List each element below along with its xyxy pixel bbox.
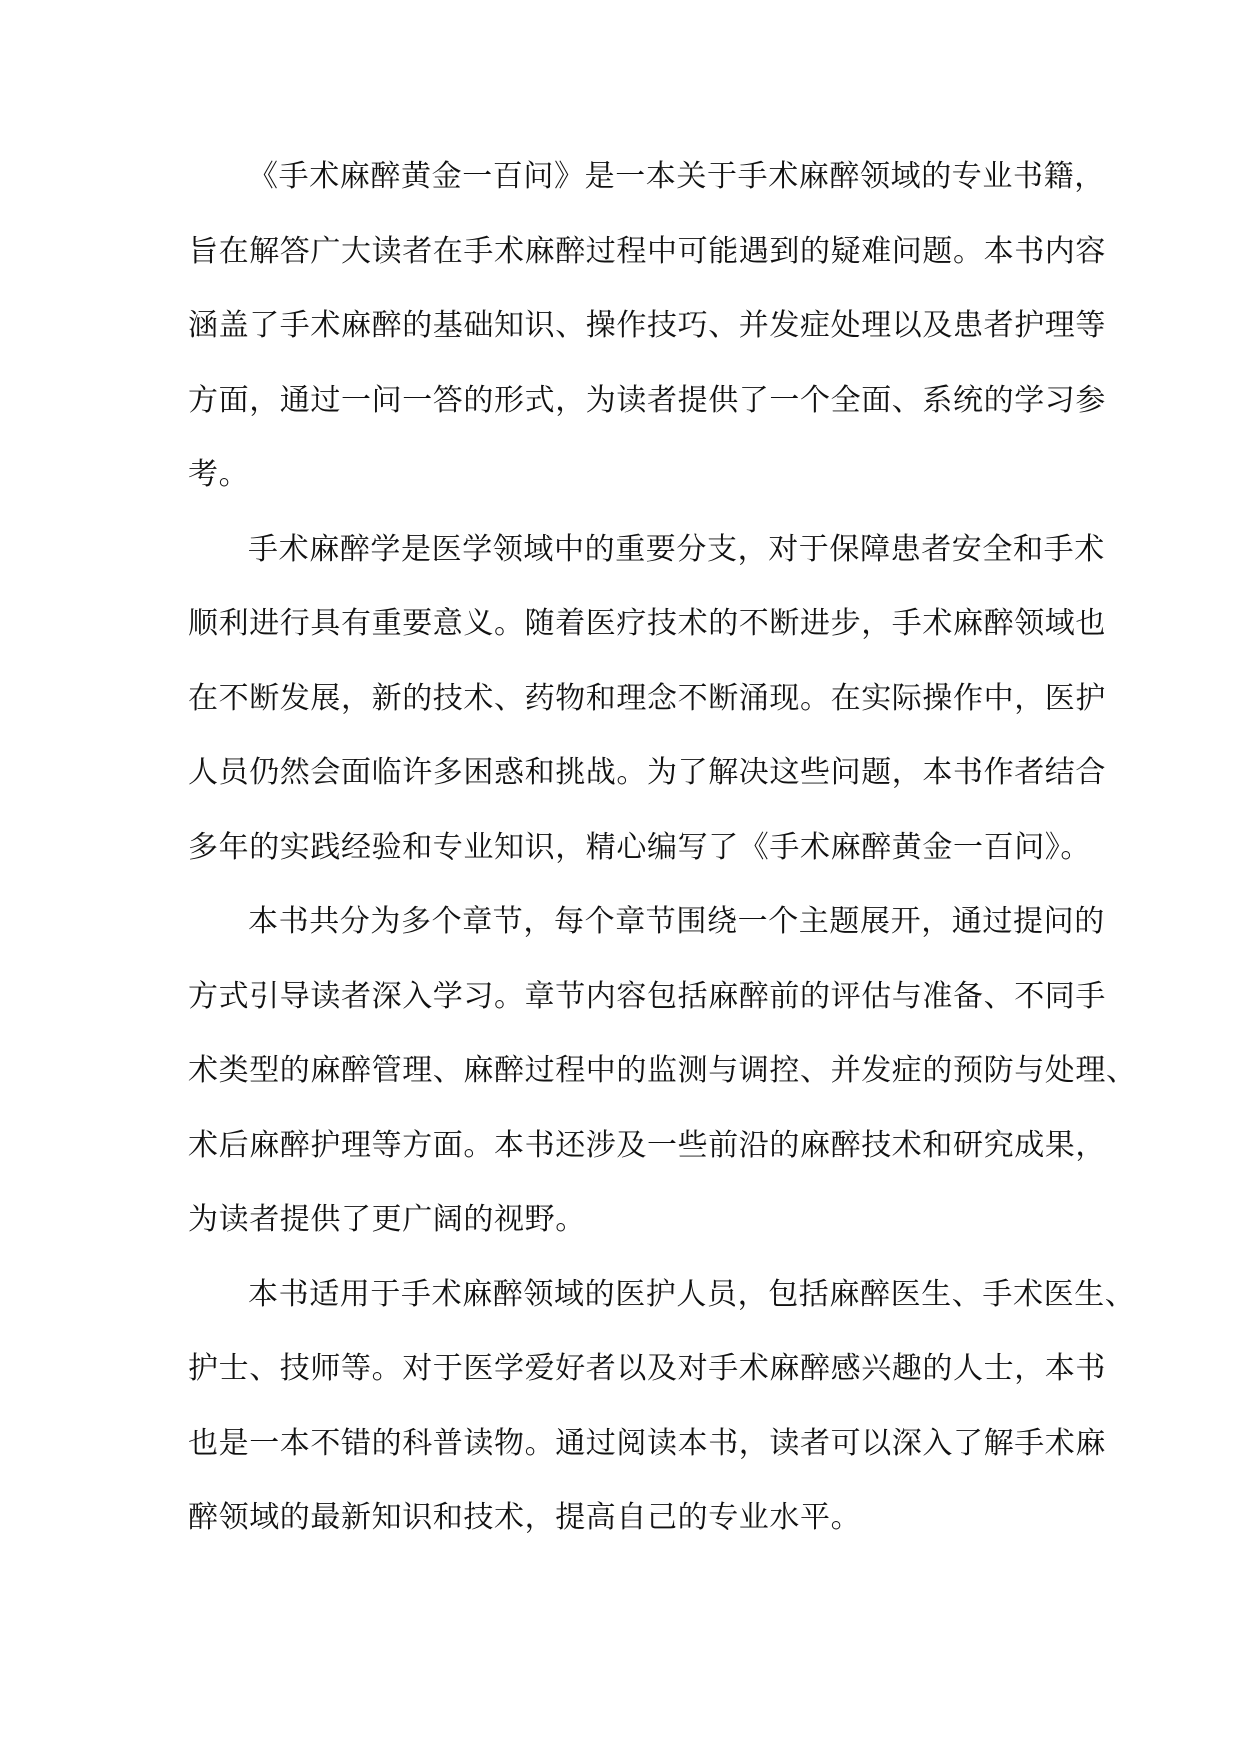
paragraph-line: 旨在解答广大读者在手术麻醉过程中可能遇到的疑难问题。本书内容 <box>188 233 1106 269</box>
paragraph-3 <box>188 885 1137 1258</box>
paragraph-line: 在不断发展，新的技术、药物和理念不断涌现。在实际操作中，医护 <box>188 680 1106 716</box>
paragraph-line: 为读者提供了更广阔的视野。 <box>188 1202 586 1237</box>
paragraph-line: 护士、技师等。对于医学爱好者以及对手术麻醉感兴趣的人士，本书 <box>188 1351 1106 1386</box>
document-body <box>188 140 1137 1556</box>
paragraph-line: 方面，通过一问一答的形式，为读者提供了一个全面、系统的学习参 <box>188 382 1106 418</box>
paragraph-line: 本书适用于手术麻醉领域的医护人员，包括麻醉医生、手术医生、 <box>248 1276 1136 1312</box>
paragraph-line: 考。 <box>188 457 250 492</box>
paragraph-line: 本书共分为多个章节，每个章节围绕一个主题展开，通过提问的 <box>248 904 1105 939</box>
paragraph-line: 醉领域的最新知识和技术，提高自己的专业水平。 <box>188 1500 862 1535</box>
paragraph-line: 术类型的麻醉管理、麻醉过程中的监测与调控、并发症的预防与处理、 <box>188 1053 1137 1088</box>
paragraph-line: 涵盖了手术麻醉的基础知识、操作技巧、并发症处理以及患者护理等 <box>188 308 1106 343</box>
paragraph-1 <box>188 140 1106 513</box>
paragraph-line: 也是一本不错的科普读物。通过阅读本书，读者可以深入了解手术麻 <box>188 1425 1106 1461</box>
paragraph-line: 手术麻醉学是医学领域中的重要分支，对于保障患者安全和手术 <box>248 531 1105 567</box>
paragraph-line: 术后麻醉护理等方面。本书还涉及一些前沿的麻醉技术和研究成果， <box>188 1127 1106 1163</box>
paragraph-line: 人员仍然会面临许多困惑和挑战。为了解决这些问题，本书作者结合 <box>188 755 1106 790</box>
paragraph-line: 《手术麻醉黄金一百问》是一本关于手术麻醉领域的专业书籍， <box>248 159 1105 194</box>
paragraph-4 <box>188 1258 1136 1556</box>
paragraph-line: 顺利进行具有重要意义。随着医疗技术的不断进步，手术麻醉领域也 <box>188 606 1106 641</box>
paragraph-2 <box>188 513 1106 886</box>
paragraph-line: 多年的实践经验和专业知识，精心编写了《手术麻醉黄金一百问》。 <box>188 829 1091 865</box>
paragraph-line: 方式引导读者深入学习。章节内容包括麻醉前的评估与准备、不同手 <box>188 978 1106 1014</box>
